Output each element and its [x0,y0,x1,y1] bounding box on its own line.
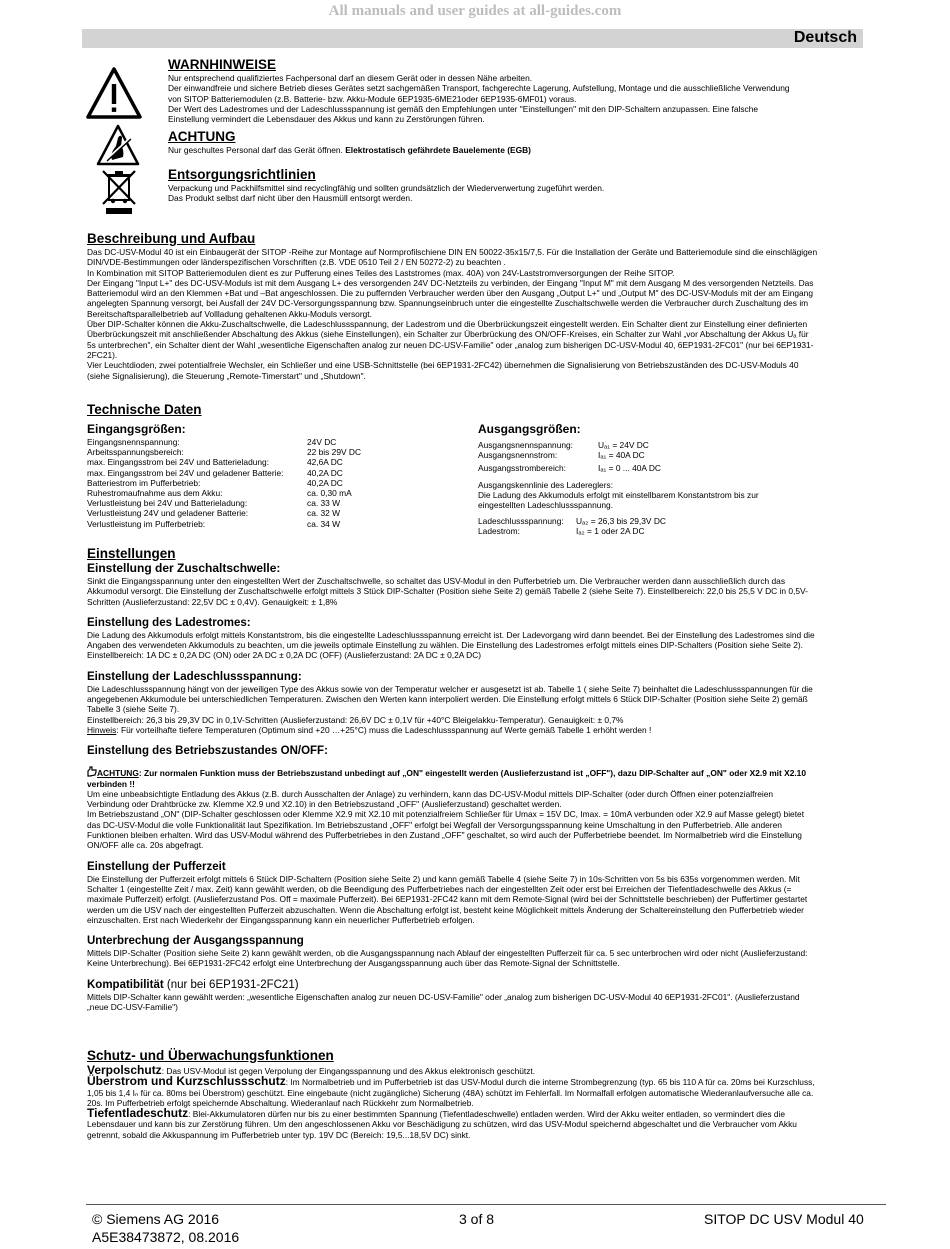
disposal-title: Entsorgungsrichtlinien [168,167,316,182]
compat-heading [87,979,887,991]
output-table [478,440,661,474]
table-row [87,508,361,518]
deep-discharge-line: getrennt, sobald die Akkuspannung im Pufferbetrieb unter typ. 19V DC (Bereich: 19,5...18,5V DC) sinkt. [87,1129,471,1140]
protection-title: Schutz- und Überwachungsfunktionen [87,1048,334,1063]
output-section [478,422,878,536]
deep-discharge-text: : Blei-Akkumulatoren dürfen nur bis zu einer bestimmten Spannung (Tiefentladeschwelle) entladen werden. Wird der Akku weiter entladen, so vermindert dies die [188,1109,786,1120]
input-label: Ruhestromaufnahme aus dem Akku: [87,488,223,499]
description-line: Das DC-USV-Modul 40 ist ein Einbaugerät der SITOP -Reihe zur Montage auf Normprofilschiene DIN EN 50022-35x15/7,5. Für die Installation der Geräte und Batteriemodule sind die einschlägigen [87,247,818,257]
onoff-attention-text: : Zur normalen Funktion muss der Betriebszustand unbedingt auf „ON" eingestellt werden (Auslieferzustand ist „OFF"), dazu DIP-Schalter auf „ON" oder X2.9 mit X2.10 [138,768,806,779]
onoff-attention-text2: verbinden !! [87,778,135,789]
input-value: ca. 34 W [307,518,341,529]
warnings-line: Der einwandfreie und sichere Betrieb dieses Gerätes setzt sachgemäßen Transport, fachgerechte Lagerung, Aufstellung, Montage und die ausschließliche Verwendung [168,83,790,94]
protection-section [87,1048,887,1140]
threshold-line: Schritten (Auslieferzustand: 22,5V DC ± 0,4V). Genauigkeit: ± 1,8% [87,596,338,607]
description-line: (siehe Signalisierung), die Steuerung „Remote-Timerstart" und „Shutdown". [87,370,366,381]
overcurrent-line [87,1076,887,1087]
settings-title: Einstellungen [87,546,176,561]
charge-current-title: Einstellung des Ladestromes: [87,616,251,629]
charger-value: Iₐ₂ = 1 oder 2A DC [576,525,645,536]
description-line: DIN/VDE-Bestimmungen oder länderspezifischen Vorschriften (z.B. VDE 0510 Teil 2 / EN 50272-2) zu beachten . [87,257,506,268]
description-line: 2FC21). [87,349,118,360]
reverse-label: Verpolschutz [87,1063,162,1077]
input-label: Verlustleistung 24V und geladener Batterie: [87,508,249,519]
footer-page: 3 of 8 [459,1211,495,1227]
table-row [87,437,361,447]
input-value: ca. 33 W [307,498,341,509]
esd-icon [96,124,140,168]
output-title: Ausgangsgrößen: [478,422,581,436]
language-label: Deutsch [793,29,857,46]
input-table [87,437,361,529]
overcurrent-line: 1,05 bis 1,4 Iₙ für ca. 80ms bei Überstrom) geschützt. Eine eingebaute (nicht zugängliche) Sicherung (48A) schützt im Fehlerfall. Im Normalfall erfolgen automatische Wiederanlaufversuche alle ca. [87,1087,814,1098]
charger-title: Ausgangskennlinie des Ladereglers: [478,479,614,490]
output-label: Ausgangsnennspannung: [478,440,573,450]
input-label: Verlustleistung bei 24V und Batterieladung: [87,498,248,509]
compat-line: Mittels DIP-Schalter kann gewählt werden: „wesentliche Eigenschaften analog zur neuen DC-USV-Familie" oder „analog zum bisherigen DC-USV-Modul 40 6EP1931-2FC01". (Auslieferzustand [87,991,800,1002]
input-label: Eingangsnennspannung: [87,437,180,447]
output-value: Iₐ₁ = 40A DC [598,450,645,461]
tech-title: Technische Daten [87,402,202,417]
charger-label: Ladeschlussspannung: [478,515,564,526]
onoff-line: ON/OFF alle ca. 20s abgefragt. [87,840,204,851]
warnings-title: WARNHINWEISE [168,57,276,72]
end-voltage-line: Einstellbereich: 26,3 bis 29,3V DC in 0,1V-Schritten (Auslieferzustand: 26,6V DC ± 0,1V für +40°C Bleigelakku-Temperatur). Genauigkeit: ± 0,7% [87,714,624,725]
buffer-line: Schalter 1 (eingestellte Zeit / max. Zeit) kann gewählt werden, ob die Beendigung des Pufferbetriebes nach der eingestellten Zeit oder erst bei Erreichen der Tiefentladeschwelle des Akkus (= [87,883,792,894]
input-label: Batteriestrom im Pufferbetrieb: [87,477,201,488]
table-row [87,468,361,478]
weee-bin-icon [100,168,138,216]
charge-current-line: Einstellbereich: 1A DC ± 0,2A DC (ON) oder 2A DC ± 0,2A DC (OFF) (Auslieferzustand: 2A DC ± 0,2A DC) [87,650,482,661]
output-value: Iₐ₁ = 0 ... 40A DC [598,463,661,474]
table-row [478,440,661,450]
table-row [478,450,661,460]
threshold-title: Einstellung der Zuschaltschwelle: [87,561,281,575]
footer-product: SITOP DC USV Modul 40 [704,1211,864,1227]
buffer-line: Die Einstellung der Pufferzeit erfolgt mittels 6 Stück DIP-Schaltern (Position siehe Seite 2) und kann gemäß Tabelle 4 (siehe Seite 7) in 10s-Schritten von 5s bis 635s vorgenommen werden. Mit [87,873,800,884]
interrupt-line: Mittels DIP-Schalter (Position siehe Seite 2) kann gewählt werden, ob die Ausgangsspannung nach Ablauf der eingestellten Pufferzeit für ca. 5 sec unterbrochen wird oder nicht (Auslieferzustand: [87,948,808,959]
end-voltage-line: Die Ladeschlussspannung hängt von der jeweiligen Type des Akkus sowie von der Temperatur welcher er ausgesetzt ist ab. Tabelle 1 ( siehe Seite 7) beinhaltet die Ladeschlussspannungen für die [87,683,813,694]
input-label: Verlustleistung im Pufferbetrieb: [87,518,206,529]
attention-title: ACHTUNG [168,129,236,144]
compat-title: Kompatibilität [87,978,164,991]
table-row [87,478,361,488]
buffer-line: werden um die USV nach der eingestellten Pufferzeit abzuschalten. Wenn die Abschaltung erfolgt ist, besteht keine Möglichkeit mittels Änderung der Schaltereinstellung den Pufferbetrieb wieder [87,904,804,915]
overcurrent-line: 20s. Im Pufferbetrieb erfolgt speichernde Abschaltung. Wiederanlauf nach Rückkehr zum Normalbetrieb. [87,1097,474,1108]
onoff-line: Verbindung oder Drahtbrücke zw. Klemme X2.9 und X2.10) in den Betriebszustand „OFF" (Auslieferzustand) geschaltet werden. [87,799,562,810]
warnings-line: Nur entsprechend qualifiziertes Fachpersonal darf an diesem Gerät oder in dessen Nähe arbeiten. [168,73,533,83]
charger-value: Uₐ₂ = 26,3 bis 29,3V DC [576,515,666,526]
input-value: 40,2A DC [307,467,343,478]
warnings-section [168,57,868,124]
compat-suffix: (nur bei 6EP1931-2FC21) [163,978,299,991]
pointing-hand-icon [87,766,97,777]
interrupt-title: Unterbrechung der Ausgangsspannung [87,935,304,948]
deep-discharge-line [87,1108,887,1119]
table-row [87,488,361,498]
table-row [87,519,361,529]
disposal-section [168,167,868,204]
watermark: All manuals and user guides at all-guides.com [328,3,622,19]
description-line: Bereitschaftsparallelbetrieb auf Vollladung gehaltenen Akku-Moduls versorgt. [87,308,372,319]
onoff-line: Um eine unbeabsichtigte Entladung des Akkus (z.B. durch Ausschalten der Anlage) zu verhindern, kann das DC-USV-Modul mittels DIP-Schalter (oder durch Öffnen einer potenzialfreien [87,788,774,799]
charge-current-line: Angaben des verwendeten Akkumoduls zu beachten, um die jeweils optimale Einstellung zu wählen. Die Einstellung des Ladestromes erfolgt mittels eines DIP-Schalters (Position siehe Seite 2). [87,640,803,651]
threshold-line: Sinkt die Eingangsspannung unter den eingestellten Wert der Zuschaltschwelle, so schaltet das USV-Modul in den Pufferbetrieb um. Die Verbraucher werden dann ausschließlich durch das [87,576,786,586]
overcurrent-label: Überstrom und Kurzschlussschutz [87,1074,286,1089]
warning-triangle-icon [86,66,142,120]
disposal-line: Verpackung und Packhilfsmittel sind recyclingfähig und sollten grundsätzlich der Wiederverwertung zugeführt werden. [168,183,605,193]
hint-text: : Für vorteilhafte tiefere Temperaturen (Optimum sind +20 …+25°C) muss die Ladeschlussspannung auf Werte gemäß Tabelle 1 erhöht werden ! [116,724,652,735]
end-voltage-title: Einstellung der Ladeschlussspannung: [87,670,302,683]
description-line: Über DIP-Schalter können die Akku-Zuschaltschwelle, die Ladeschlussspannung, der Ladestrom und die Überbrückungszeit eingestellt werden. Ein Schalter dient zur Einstellung einer definierten [87,319,808,330]
input-value: 24V DC [307,437,337,447]
buffer-line: maximale Pufferzeit) erfolgt. (Auslieferzustand Pos. Off = maximale Pufferzeit). Bei 6EP1931-2FC42 kann mit dem Remote-Signal (wird bei der Schnittstelle beschrieben) der Puffertimer gestartet [87,894,808,905]
description-line: 5s unterbrechen", ein Schalter dient der Wahl „wesentliche Eigenschaften analog zur neuen DC-USV-Familie" oder „analog zum bisherigen DC-USV-Modul 40, 6EP1931-2FC01" (nur bei 6EP1931- [87,339,814,350]
input-value: ca. 0,30 mA [307,488,352,499]
warnings-line: Der Wert des Ladestromes und der Ladeschlussspannung ist gemäß den Empfehlungen unter "Einstellungen" mit den DIP-Schaltern anzupassen. Eine falsche [168,103,759,114]
charger-line: Die Ladung des Akkumoduls erfolgt mit einstellbarem Konstantstrom bis zur [478,489,759,500]
deep-discharge-line: Lebensdauer und kann bis zur Zerstörung führen. Um den angeschlossenen Akku vor Beschädigung zu schützen, wird das USV-Modul speichernd abgeschaltet und die Verbraucher vom Akku [87,1119,797,1130]
buffer-line: einzuschalten. Erst nach Wiederkehr der Eingangsspannung kann ein neuerlicher Pufferbetrieb erfolgen. [87,914,475,925]
disposal-line: Das Produkt selbst darf nicht über den Hausmüll entsorgt werden. [168,193,413,204]
onoff-line: Im Betriebszustand „ON" (DIP-Schalter geschlossen oder Klemme X2.9 mit X2.10 mit potenzialfreiem Schließer für Umax = 15V DC, Imax. = 10mA verbunden oder X2.9 auf Masse gelegt) bietet [87,809,805,820]
deep-discharge-label: Tiefentladeschutz [87,1106,189,1121]
charge-current-line: Die Ladung des Akkumoduls erfolgt mittels Konstantstrom, bis die eingestellte Ladeschlussspannung erreicht ist. Der Ladevorgang wird dann beendet. Bei der Einstellung des Ladestromes sind die [87,629,815,640]
footer-divider [86,1204,886,1205]
language-bar [82,29,863,48]
end-voltage-line: Tabelle 3 (siehe Seite 7). [87,704,180,715]
description-line: Überbrückungszeit mit anschließender Abschaltung des Akkus (siehe Einstellungen), ein Schalter zur Überbrückung des ON/OFF-Kreises, ein Schalter zur Wahl „vor Abschaltung der Akkus Uₐ für [87,329,809,340]
table-row [478,526,666,536]
output-label: Ausgangsnennstrom: [478,450,558,461]
onoff-title: Einstellung des Betriebszustandes ON/OFF: [87,745,328,758]
footer-doc-id: A5E38473872, 08.2016 [92,1229,240,1245]
attention-bold: Elektrostatisch gefährdete Bauelemente (EGB) [345,145,531,155]
description-title: Beschreibung und Aufbau [87,231,256,246]
input-title: Eingangsgrößen: [87,422,186,436]
overcurrent-text: : Im Normalbetrieb und im Pufferbetrieb ist das USV-Modul durch die interne Strombegrenzung (typ. 65 bis 110 A für ca. 20ms bei Kurzschluss, [285,1077,815,1088]
charger-label: Ladestrom: [478,525,520,536]
settings-section [87,546,887,1012]
output-label: Ausgangsstrombereich: [478,463,566,474]
input-label: Arbeitsspannungsbereich: [87,447,184,458]
table-row [87,447,361,457]
hint-line [87,725,887,735]
input-value: 42,6A DC [307,457,343,468]
onoff-attention-label: ACHTUNG [97,768,139,779]
table-row [478,460,661,473]
reverse-text: : Das USV-Modul ist gegen Verpolung der Eingangsspannung und des Akkus elektronisch geschützt. [161,1066,536,1076]
description-line: Vier Leuchtdioden, zwei potentialfreie Wechsler, ein Schließer und eine USB-Schnittstelle (bei 6EP1931-2FC42) übernehmen die Signalisierung von Betriebszuständen des DC-USV-Moduls 40 [87,360,799,371]
onoff-line: das DC-USV-Modul die volle Funktionalität laut Spezifikation. Im Betriebszustand „OFF" erfolgt bei Wegfall der Versorgungsspannung keine Umschaltung in den Pufferbetrieb. Alle anderen [87,819,782,830]
warnings-line: von SITOP Batteriemodulen (z.B. Batterie- bzw. Akku-Module 6EP1935-6ME21oder 6EP1935-6MF01) voraus. [168,93,577,104]
table-row [478,516,666,526]
description-line: Der Eingang "Input L+" des DC-USV-Moduls ist mit dem Ausgang L+ des versorgenden 24V DC-Netzteils zu verbinden, der Eingang "Input M" mit dem Ausgang M des versorgenden Netzteils. Das [87,277,814,288]
input-value: ca. 32 W [307,508,341,519]
warnings-line: Einstellung vermindert die Lebensdauer des Akkus und kann zu Zerstörungen führen. [168,114,485,125]
attention-section [168,129,868,155]
footer-copyright: © Siemens AG 2016 [92,1211,220,1227]
description-line: In Kombination mit SITOP Batteriemodulen dient es zur Pufferung eines Teiles des Laststromes (max. 40A) von 24V-Laststromversorgungen der Reihe SITOP. [87,267,675,278]
compat-line: „neue DC-USV-Familie") [87,1002,178,1013]
threshold-line: Akkumodul versorgt. Die Einstellung der Zuschaltschwelle erfolgt mittels 3 Stück DIP-Schalter (Position siehe Seite 2) gemäß Tabelle 2 (siehe Seite 7). Einstellbereich: 22,0 bis 25,5 V DC in 0,5V- [87,586,808,597]
charger-line: eingestellten Ladeschlussspannung. [478,500,614,511]
description-line: Batteriemodul wird an den Klemmen +Bat und –Bat angeschlossen. Die zu puffernden Verbraucher werden über den Ausgang „Output L+" und „Output M" des DC-USV-Moduls mit der am Eingang [87,288,813,299]
input-section [87,422,457,529]
charger-table [478,516,666,536]
input-label: max. Eingangsstrom bei 24V und Batterieladung: [87,457,270,468]
table-row [87,457,361,467]
description-section [87,231,887,381]
attention-text: Nur geschultes Personal darf das Gerät öffnen. [168,145,343,155]
onoff-line: Funktionen bleiben erhalten. Wird das USV-Modul während des Pufferbetriebes in den Zustand „OFF" geschaltet, so wird auch der Pufferbetriebe beendet. Im Normalbetrieb wird die Einstellung [87,830,802,841]
buffer-title: Einstellung der Pufferzeit [87,860,226,873]
interrupt-line: Keine Unterbrechung). Bei 6EP1931-2FC42 erfolgt eine Unterbrechung der Ausgangsspannung auch über das Remote-Signal der Schnittstelle. [87,958,620,969]
onoff-attention [87,766,887,778]
output-value: Uₐ₁ = 24V DC [598,440,649,450]
input-value: 40,2A DC [307,477,343,488]
description-line: angelegten Spannung versorgt, bei Ausfall der 24V DC-Versorgungsspannung bzw. Spannungseinbruch unter die eingestellte Zuschaltschwelle werden die Verbraucher durch Zuschaltung des im [87,298,809,309]
input-value: 22 bis 29V DC [307,447,361,458]
input-label: max. Eingangsstrom bei 24V und geladener Batterie: [87,467,284,478]
table-row [87,498,361,508]
end-voltage-line: angegebenen Akkumodule bei unterschiedlichen Temperaturen. Zwischen den Werten kann interpoliert werden. Die Einstellung erfolgt mittels 6 Stück DIP-Schalter (Position siehe Seite 2) gemäß [87,694,808,705]
hint-label: Hinweis [87,724,117,735]
